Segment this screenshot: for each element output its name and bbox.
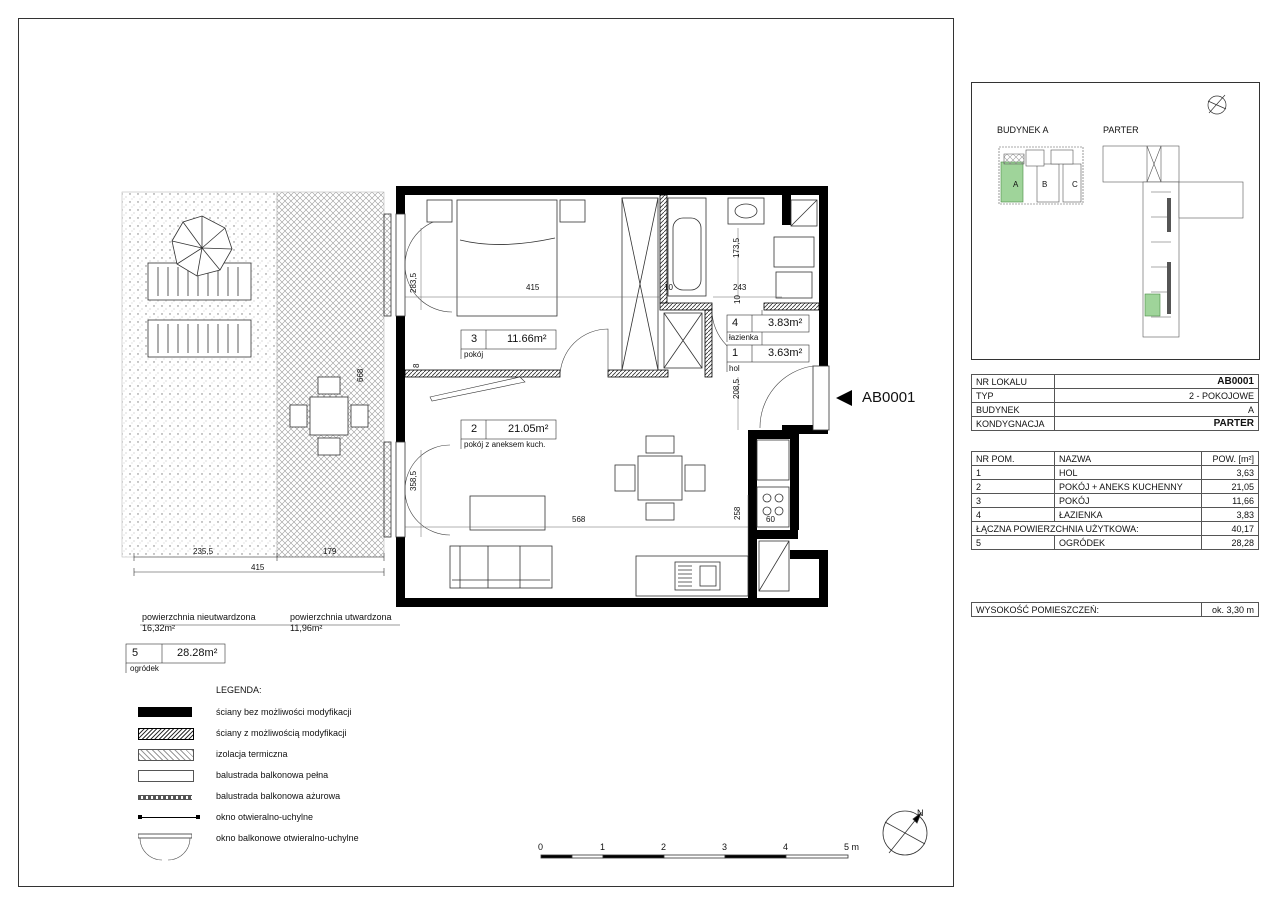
room-1-no: 1 <box>732 347 739 359</box>
dining-table-icon <box>615 436 705 520</box>
garden-paved <box>277 192 384 557</box>
sofa-icon <box>450 546 552 588</box>
dimension: 10 <box>733 295 742 304</box>
dimension: 283,5 <box>409 272 418 293</box>
dimension: 568 <box>572 515 586 524</box>
scale-tick: 0 <box>538 842 544 852</box>
height-table <box>971 602 1259 617</box>
room-2-area: 21.05m² <box>508 423 549 435</box>
dimension: 258 <box>733 506 742 520</box>
solid-wall-swatch <box>138 707 192 717</box>
hatched-wall-swatch <box>138 728 194 740</box>
table-row: NR LOKALU AB0001 <box>972 375 1259 389</box>
window-swatch <box>138 815 200 819</box>
key-plan <box>971 82 1259 359</box>
room-5-no: 5 <box>132 647 139 659</box>
insulation-swatch <box>138 749 194 761</box>
unit-info-table <box>971 374 1259 431</box>
dimension: 8 <box>412 363 421 368</box>
key-plan-floor-label: PARTER <box>1103 125 1139 135</box>
block-label: A <box>1013 180 1019 189</box>
rooms-table <box>971 451 1259 550</box>
coffee-table-icon <box>470 496 545 530</box>
room-2-no: 2 <box>471 423 478 435</box>
balcony-door-swatch <box>138 832 192 862</box>
dimension: 415 <box>251 563 265 572</box>
garden-paved-label: powierzchnia utwardzona <box>290 612 392 622</box>
dimension: 243 <box>733 283 747 292</box>
room-3-area: 11.66m² <box>507 333 547 345</box>
sink-icon <box>728 198 764 224</box>
open-balustrade-swatch <box>138 795 192 800</box>
toilet-icon <box>774 237 814 298</box>
dimension: 10 <box>664 283 673 292</box>
scale-bar <box>541 855 848 858</box>
legend-title: LEGENDA: <box>216 685 262 695</box>
unit-code-label: AB0001 <box>862 389 916 406</box>
room-4-name: łazienka <box>729 333 759 342</box>
room-5-area: 28.28m² <box>177 647 218 659</box>
room-4-area: 3.83m² <box>768 317 803 329</box>
table-header-row: NR POM. NAZWA POW. [m²] <box>972 452 1259 466</box>
bathtub-icon <box>668 198 706 296</box>
scale-tick: 5 m <box>844 842 860 852</box>
sun-lounger-icon <box>148 320 251 357</box>
svg-text:N: N <box>917 808 924 818</box>
table-row: 5 OGRÓDEK 28,28 <box>972 536 1259 550</box>
scale-tick: 3 <box>722 842 728 852</box>
dimension: 208,5 <box>732 378 741 399</box>
solid-balustrade-swatch <box>138 770 194 782</box>
garden-unpaved-area: 16,32m² <box>142 623 176 633</box>
room-1-area: 3.63m² <box>768 347 803 359</box>
table-row: TYP 2 - POKOJOWE <box>972 389 1259 403</box>
room-2-name: pokój z aneksem kuch. <box>464 440 546 449</box>
dimension: 668 <box>356 368 365 382</box>
table-row: KONDYGNACJA PARTER <box>972 417 1259 431</box>
garden-unpaved-label: powierzchnia nieutwardzona <box>142 612 256 622</box>
room-4-no: 4 <box>732 317 739 329</box>
key-plan-building-label: BUDYNEK A <box>997 125 1049 135</box>
room-1-name: hol <box>729 364 740 373</box>
bed-icon <box>427 200 585 316</box>
dimension: 173,5 <box>732 237 741 258</box>
dimension: 358,5 <box>409 470 418 491</box>
scale-tick: 4 <box>783 842 789 852</box>
dimension: 415 <box>526 283 540 292</box>
table-row: 4 ŁAZIENKA 3,83 <box>972 508 1259 522</box>
scale-tick: 2 <box>661 842 667 852</box>
table-row: 3 POKÓJ 11,66 <box>972 494 1259 508</box>
table-row: BUDYNEK A <box>972 403 1259 417</box>
table-row: WYSOKOŚĆ POMIESZCZEŃ: ok. 3,30 m <box>972 603 1259 617</box>
entry-arrow-icon <box>836 390 852 406</box>
wardrobe-icon <box>622 198 658 370</box>
room-3-name: pokój <box>464 350 484 359</box>
dimension: 235,5 <box>193 547 214 556</box>
compass-icon <box>1208 95 1226 114</box>
room-5-name: ogródek <box>130 664 159 673</box>
garden-paved-area: 11,96m² <box>290 623 323 633</box>
table-row: 2 POKÓJ + ANEKS KUCHENNY 21,05 <box>972 480 1259 494</box>
dimension: 179 <box>323 547 337 556</box>
room-3-no: 3 <box>471 333 478 345</box>
dimension: 60 <box>766 515 775 524</box>
table-row: 1 HOL 3,63 <box>972 466 1259 480</box>
scale-tick: 1 <box>600 842 606 852</box>
table-total-row: ŁĄCZNA POWIERZCHNIA UŻYTKOWA: 40,17 <box>972 522 1259 536</box>
block-label: C <box>1072 180 1078 189</box>
block-label: B <box>1042 180 1048 189</box>
